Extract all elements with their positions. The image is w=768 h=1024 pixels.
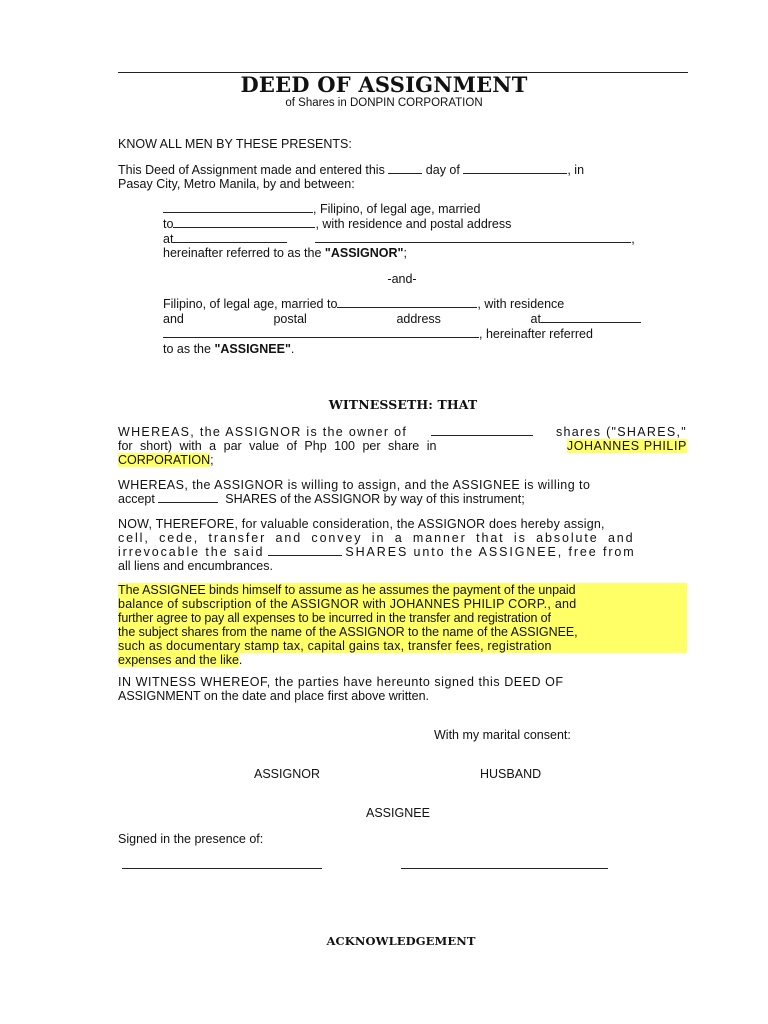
marital-consent-label: With my marital consent: — [434, 728, 571, 742]
now-therefore-line-1: NOW, THEREFORE, for valuable consideration, the ASSIGNOR does hereby assign, — [118, 517, 605, 531]
whereas-1-line-3: CORPORATION; — [118, 453, 214, 467]
assignor-line-1: , Filipino, of legal age, married — [163, 202, 641, 216]
assignor-line-2: to , with residence and postal address — [163, 217, 512, 231]
assignee-line-2: and postal address at — [163, 312, 641, 326]
know-all-men: KNOW ALL MEN BY THESE PRESENTS: — [118, 137, 352, 151]
whereas-1-line-1: WHEREAS, the ASSIGNOR is the owner of shares ("SHARES," — [118, 425, 687, 439]
in-witness-line-2: ASSIGNMENT on the date and place first above written. — [118, 689, 430, 703]
whereas-2-line-1: WHEREAS, the ASSIGNOR is willing to assign, and the ASSIGNEE is willing to — [118, 478, 591, 492]
assignor-signature-label: ASSIGNOR — [254, 767, 320, 781]
now-therefore-line-4: all liens and encumbrances. — [118, 559, 273, 573]
assignee-line-1: Filipino, of legal age, married to , with residence — [163, 297, 565, 311]
now-therefore-line-3: irrevocable the said SHARES unto the ASSIGNEE, free from — [118, 545, 636, 559]
husband-signature-label: HUSBAND — [480, 767, 542, 781]
intro-line-1: This Deed of Assignment made and entered this day of , in — [118, 163, 585, 177]
assignee-line-4: to as the "ASSIGNEE". — [163, 342, 295, 356]
whereas-2-line-2: accept SHARES of the ASSIGNOR by way of this instrument; — [118, 492, 525, 506]
intro-line-2: Pasay City, Metro Manila, by and between: — [118, 177, 355, 191]
corp-name-highlight: JOHANNES PHILIP — [566, 439, 687, 453]
assignee-signature-label: ASSIGNEE — [366, 806, 430, 820]
now-therefore-line-2: cell, cede, transfer and convey in a manner that is absolute and — [118, 531, 635, 545]
acknowledgement-heading: ACKNOWLEDGEMENT — [326, 934, 476, 948]
assignee-obligation-paragraph: The ASSIGNEE binds himself to assume as he assumes the payment of the unpaid balance of subscription of the ASSIGNOR with JOHANNES PHILIP CORP., and further agree to pay all expenses to be incurred in the transfer and registration of the subject shares from the name of the ASSIGNOR to the name of the ASSIGNEE, such as documentary stamp tax, capital gains tax, transfer fees, registration expenses and the like. — [118, 583, 687, 667]
assignor-line-3: at , — [163, 232, 635, 246]
assignor-term: "ASSIGNOR" — [324, 246, 404, 260]
witness-2-signature-line — [401, 868, 608, 869]
witnesseth-heading: WITNESSETH: THAT — [328, 397, 478, 412]
assignee-term: "ASSIGNEE" — [214, 342, 291, 356]
assignor-line-4: hereinafter referred to as the "ASSIGNOR"; — [163, 246, 407, 260]
witness-1-signature-line — [122, 868, 322, 869]
signed-presence-label: Signed in the presence of: — [118, 832, 264, 846]
in-witness-line-1: IN WITNESS WHEREOF, the parties have hereunto signed this DEED OF — [118, 675, 564, 689]
and-separator: -and- — [387, 272, 417, 286]
document-subtitle: of Shares in DONPIN CORPORATION — [285, 97, 483, 109]
whereas-1-line-2: for short) with a par value of Php 100 per share in JOHANNES PHILIP — [118, 439, 687, 453]
assignee-line-3: , hereinafter referred — [163, 327, 641, 341]
document-title: DEED OF ASSIGNMENT — [240, 72, 528, 97]
